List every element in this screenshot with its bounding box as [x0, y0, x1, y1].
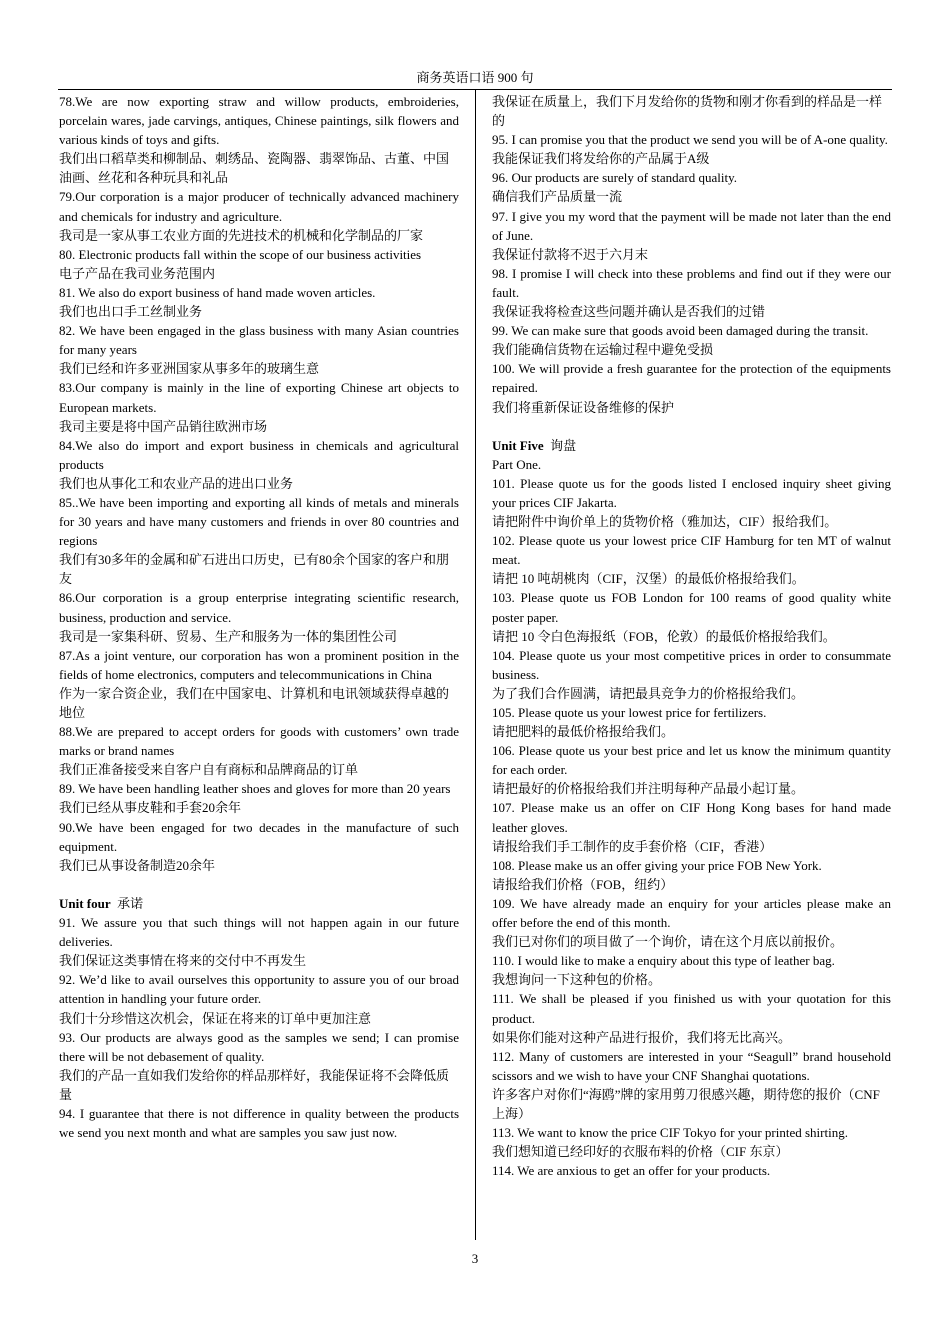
chinese-translation: 如果你们能对这种产品进行报价，我们将无比高兴。	[492, 1029, 792, 1045]
chinese-translation: 我司是一家集科研、贸易、生产和服务为一体的集团性公司	[59, 628, 398, 644]
english-sentence: 96. Our products are surely of standard quality.	[492, 170, 738, 186]
english-sentence: 104. Please quote us your most competitive prices in order to consummate business.	[492, 647, 891, 682]
chinese-translation: 请报给我们价格（FOB，纽约）	[492, 876, 674, 892]
chinese-translation: 为了我们合作圆满，请把最具竞争力的价格报给我们。	[492, 685, 805, 701]
chinese-translation: 我们能确信货物在运输过程中避免受损	[492, 342, 714, 358]
english-sentence: 92. We’d like to avail ourselves this opportunity to assure you of our broad attention in handling your future order.	[59, 972, 459, 1007]
chinese-translation: 我们的产品一直如我们发给你的样品那样好，我能保证将不会降低质量	[59, 1067, 450, 1102]
chinese-translation: 请把附件中询价单上的货物价格（雅加达，CIF）报给我们。	[492, 514, 838, 530]
english-sentence: 82. We have been engaged in the glass business with many Asian countries for many years	[59, 323, 459, 358]
english-sentence: 102. Please quote us your lowest price CIF Hamburg for ten MT of walnut meat.	[492, 533, 891, 568]
english-sentence: 91. We assure you that such things will not happen again in our future deliveries.	[59, 915, 459, 950]
chinese-translation: 我们也出口手工丝制业务	[59, 304, 203, 320]
chinese-translation: 作为一家合资企业，我们在中国家电、计算机和电讯领域获得卓越的地位	[59, 685, 450, 720]
chinese-translation: 请把肥料的最低价格报给我们。	[492, 724, 675, 740]
chinese-translation: 请把 10 令白色海报纸（FOB，伦敦）的最低价格报给我们。	[492, 628, 836, 644]
english-sentence: 106. Please quote us your best price and let us know the minimum quantity for each order.	[492, 743, 891, 778]
unit-label: Unit Five	[492, 437, 544, 453]
chinese-translation: 请报给我们手工制作的皮手套价格（CIF，香港）	[492, 838, 773, 854]
english-sentence: 103. Please quote us FOB London for 100 reams of good quality white poster paper.	[492, 590, 891, 625]
english-sentence: 88.We are prepared to accept orders for goods with customers’ own trade marks or brand names	[59, 724, 459, 759]
chinese-translation: 请把 10 吨胡桃肉（CIF，汉堡）的最低价格报给我们。	[492, 571, 805, 587]
left-column	[59, 92, 459, 1142]
english-sentence: 110. I would like to make a enquiry about this type of leather bag.	[492, 953, 835, 969]
english-sentence: 98. I promise I will check into these problems and find out if they were our fault.	[492, 265, 891, 300]
english-sentence: 113. We want to know the price CIF Tokyo for your printed shirting.	[492, 1125, 848, 1141]
chinese-translation: 我们有30多年的金属和矿石进出口历史，已有80余个国家的客户和朋友	[59, 552, 450, 587]
english-sentence: 114. We are anxious to get an offer for your products.	[492, 1163, 771, 1179]
chinese-translation: 我司主要是将中国产品销往欧洲市场	[59, 418, 268, 434]
chinese-translation: 我们已从事设备制造20余年	[59, 857, 216, 873]
chinese-translation: 我们已经从事皮鞋和手套20余年	[59, 800, 242, 816]
english-sentence: 95. I can promise you that the product we send you will be of A-one quality.	[492, 132, 888, 148]
chinese-translation: 我们也从事化工和农业产品的进出口业务	[59, 475, 294, 491]
english-sentence: 108. Please make us an offer giving your price FOB New York.	[492, 857, 822, 873]
english-sentence: 105. Please quote us your lowest price for fertilizers.	[492, 705, 767, 720]
chinese-translation: 我保证付款将不迟于六月末	[492, 246, 649, 262]
english-sentence: 85..We have been importing and exporting all kinds of metals and minerals for 30 years and have many customers and friends in over 80 countries and regions	[59, 494, 459, 549]
english-sentence: 112. Many of customers are interested in your “Seagull” brand household scissors and we wish to have your CNF Shanghai quotations.	[492, 1048, 891, 1083]
page-number: 3	[471, 1251, 479, 1266]
blank-line	[59, 875, 459, 894]
chinese-translation: 我保证在质量上，我们下月发给你的货物和刚才你看到的样品是一样的	[492, 94, 883, 129]
english-sentence: 107. Please make us an offer on CIF Hong Kong bases for hand made leather gloves.	[492, 800, 891, 835]
english-sentence: 100. We will provide a fresh guarantee for the protection of the equipments repaired.	[492, 361, 891, 396]
chinese-translation: 我们保证这类事情在将来的交付中不再发生	[59, 953, 307, 969]
chinese-translation: 我们出口稻草类和柳制品、刺绣品、瓷陶器、翡翠饰品、古董、中国油画、丝花和各种玩具和礼品	[59, 151, 450, 186]
unit-label: Unit four	[59, 895, 111, 911]
chinese-translation: 我们将重新保证设备维修的保护	[492, 399, 675, 415]
chinese-translation: 我司是一家从事工农业方面的先进技术的机械和化学制品的厂家	[59, 227, 424, 243]
page-header: 商务英语口语 900 句	[416, 70, 534, 85]
chinese-translation: 我们已经和许多亚洲国家从事多年的玻璃生意	[59, 361, 320, 377]
english-sentence: 93. Our products are always good as the samples we send; I can promise there will be not debasement of quality.	[59, 1029, 459, 1064]
english-sentence: 97. I give you my word that the payment will be made not later than the end of June.	[492, 208, 891, 243]
english-sentence: 80. Electronic products fall within the scope of our business activities	[59, 246, 422, 262]
chinese-translation: 我们十分珍惜这次机会，保证在将来的订单中更加注意	[59, 1010, 372, 1026]
english-sentence: 109. We have already made an enquiry for your articles please make an offer before the end of this month.	[492, 895, 891, 931]
chinese-translation: 电子产品在我司业务范围内	[59, 265, 216, 281]
chinese-translation: 请把最好的价格报给我们并注明每种产品最小起订量。	[492, 781, 805, 797]
english-sentence: 101. Please quote us for the goods listed I enclosed inquiry sheet giving your prices CIF Jakarta.	[492, 475, 891, 510]
english-sentence: 79.Our corporation is a major producer of technically advanced machinery and chemicals for industry and agriculture.	[59, 189, 459, 224]
chinese-translation: 许多客户对你们“海鸥”牌的家用剪刀很感兴趣，期待您的报价（CNF 上海）	[492, 1086, 880, 1121]
english-sentence: 90.We have been engaged for two decades in the manufacture of such equipment.	[59, 819, 459, 854]
chinese-translation: 我保证我将检查这些问题并确认是否我们的过错	[492, 304, 766, 320]
english-sentence: 84.We also do import and export business in chemicals and agricultural products	[59, 437, 459, 472]
unit-title: 询盘	[550, 437, 577, 453]
chinese-translation: 我们已对你们的项目做了一个询价，请在这个月底以前报价。	[492, 934, 844, 950]
english-sentence: 111. We shall be pleased if you finished us with your quotation for this product.	[492, 991, 891, 1026]
english-sentence: 89. We have been handling leather shoes and gloves for more than 20 years	[59, 781, 451, 797]
chinese-translation: 我想询问一下这种包的价格。	[492, 972, 662, 988]
chinese-translation: 我能保证我们将发给你的产品属于A级	[492, 151, 710, 167]
english-sentence: 86.Our corporation is a group enterprise integrating scientific research, business, production and service.	[59, 590, 459, 625]
english-sentence: 78.We are now exporting straw and willow products, embroideries, porcelain wares, jade carvings, antiques, Chinese paintings, silk flowers and various kinds of toys and gifts.	[59, 94, 459, 148]
english-sentence: 99. We can make sure that goods avoid been damaged during the transit.	[492, 323, 869, 339]
english-sentence: 94. I guarantee that there is not difference in quality between the products we send you next month and what are samples you saw just now.	[59, 1105, 459, 1141]
english-sentence: 87.As a joint venture, our corporation has won a prominent position in the fields of home electronics, computers and telecommunications in China	[59, 647, 459, 682]
chinese-translation: 我们想知道已经印好的衣服布料的价格（CIF 东京）	[492, 1144, 789, 1160]
blank-line	[492, 417, 891, 436]
chinese-translation: 我们正准备接受来自客户自有商标和品牌商品的订单	[59, 762, 359, 778]
unit-heading	[492, 436, 891, 455]
unit-heading	[59, 894, 459, 913]
right-column	[492, 92, 891, 1180]
column-divider	[475, 89, 476, 1240]
english-sentence: 81. We also do export business of hand made woven articles.	[59, 284, 376, 300]
english-sentence: Part One.	[492, 456, 542, 472]
unit-title: 承诺	[117, 895, 144, 911]
english-sentence: 83.Our company is mainly in the line of exporting Chinese art objects to European markets.	[59, 380, 459, 415]
chinese-translation: 确信我们产品质量一流	[492, 189, 623, 205]
